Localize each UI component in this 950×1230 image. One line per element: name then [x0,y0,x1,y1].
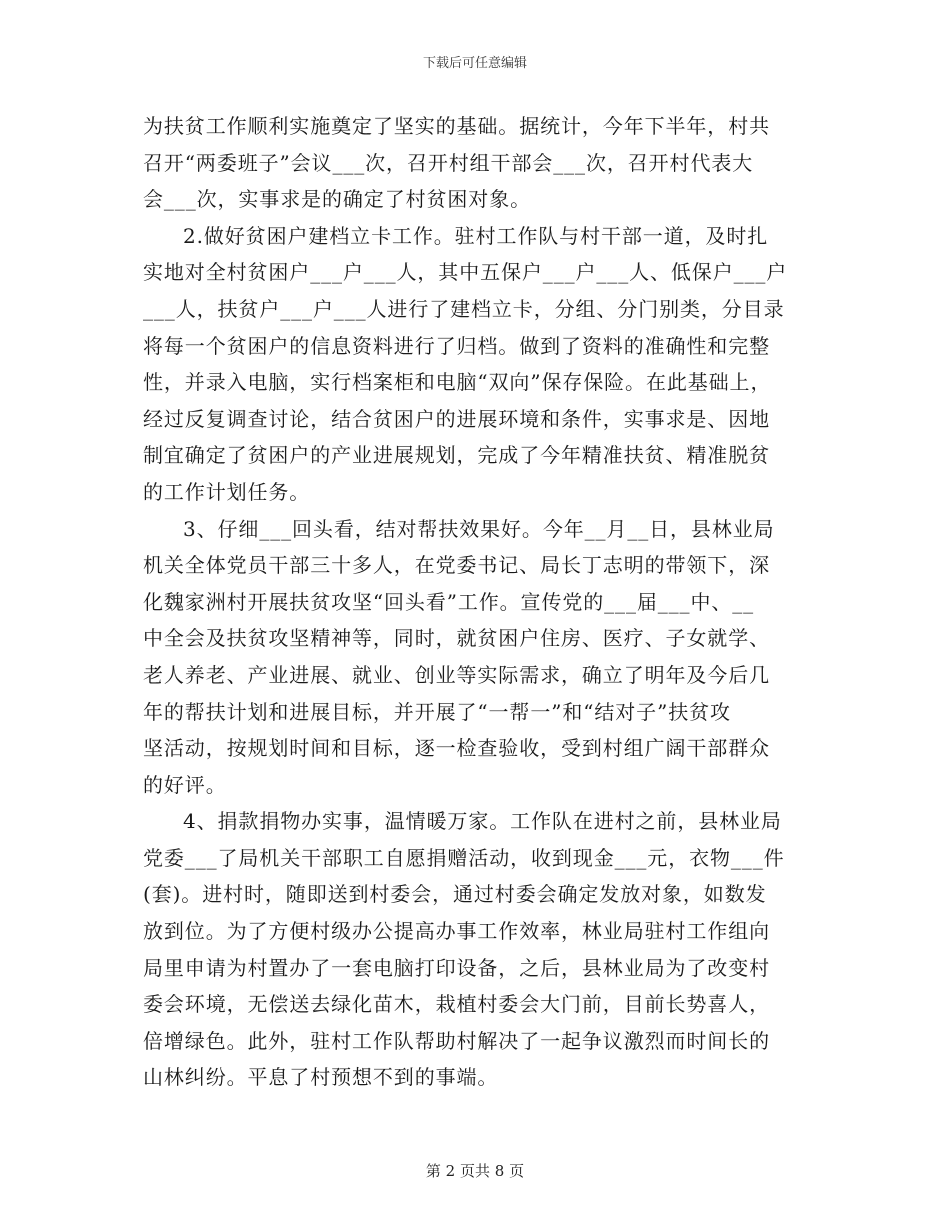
paragraph-start-line: 2.做好贫困户建档立卡工作。驻村工作队与村干部一道，及时扎 [183,223,769,248]
text-line: (套)。进村时，随即送到村委会，通过村委会确定发放对象，如数发 [143,882,767,907]
text-line: 的好评。 [143,772,227,797]
text-line: 坚活动，按规划时间和目标，逐一检查验收，受到村组广阔干部群众 [143,736,770,761]
text-line: 放到位。为了方便村级办公提高办事工作效率，林业局驻村工作组向 [143,919,770,944]
text-line: 年的帮扶计划和进展目标，并开展了“一帮一”和“结对子”扶贫攻 [143,699,731,724]
text-line: 化魏家洲村开展扶贫攻坚“回头看”工作。宣传党的___届___中、__ [143,589,755,614]
text-line: 党委___了局机关干部职工自愿捐赠活动，收到现金___元，衣物___件 [143,845,785,870]
text-line: 机关全体党员干部三十多人，在党委书记、局长丁志明的带领下，深 [143,553,770,578]
text-line: 将每一个贫困户的信息资料进行了归档。做到了资料的准确性和完整 [143,333,770,358]
text-line: 召开“两委班子”会议___次，召开村组干部会___次，召开村代表大 [143,150,754,175]
text-line: 实地对全村贫困户___户___人，其中五保户___户___人、低保户___户 [143,260,788,285]
text-line: 局里申请为村置办了一套电脑打印设备，之后，县林业局为了改变村 [143,955,770,980]
text-line: 性，并录入电脑，实行档案柜和电脑“双向”保存保险。在此基础上， [143,370,772,395]
text-line: ___人，扶贫户___户___人进行了建档立卡，分组、分门别类，分目录 [143,296,785,321]
page-footer: 第 2 页共 8 页 [425,1162,525,1180]
text-line: 的工作计划任务。 [143,479,311,504]
page-header: 下载后可任意编辑 [422,56,527,71]
text-line: 山林纠纷。平息了村预想不到的事端。 [143,1065,499,1090]
text-line: 倍增绿色。此外，驻村工作队帮助村解决了一起争议激烈而时间长的 [143,1028,770,1053]
text-line: 委会环境，无偿送去绿化苗木，栽植村委会大门前，目前长势喜人， [143,992,770,1017]
paragraph-start-line: 3、仔细___回头看，结对帮扶效果好。今年__月__日，县林业局 [183,516,775,541]
text-line: 经过反复调查讨论，结合贫困户的进展环境和条件，实事求是、因地 [143,406,770,431]
text-line: 会___次，实事求是的确定了村贫困对象。 [143,187,531,212]
paragraph-start-line: 4、捐款捐物办实事，温情暖万家。工作队在进村之前，县林业局 [183,809,782,834]
text-line: 老人养老、产业进展、就业、创业等实际需求，确立了明年及今后几 [143,662,770,687]
text-line: 制宜确定了贫困户的产业进展规划，完成了今年精准扶贫、精准脱贫 [143,443,770,468]
text-line: 为扶贫工作顺利实施奠定了坚实的基础。据统计，今年下半年，村共 [143,114,770,138]
text-line: 中全会及扶贫攻坚精神等，同时，就贫困户住房、医疗、子女就学、 [143,626,770,651]
document-body [143,108,809,1096]
